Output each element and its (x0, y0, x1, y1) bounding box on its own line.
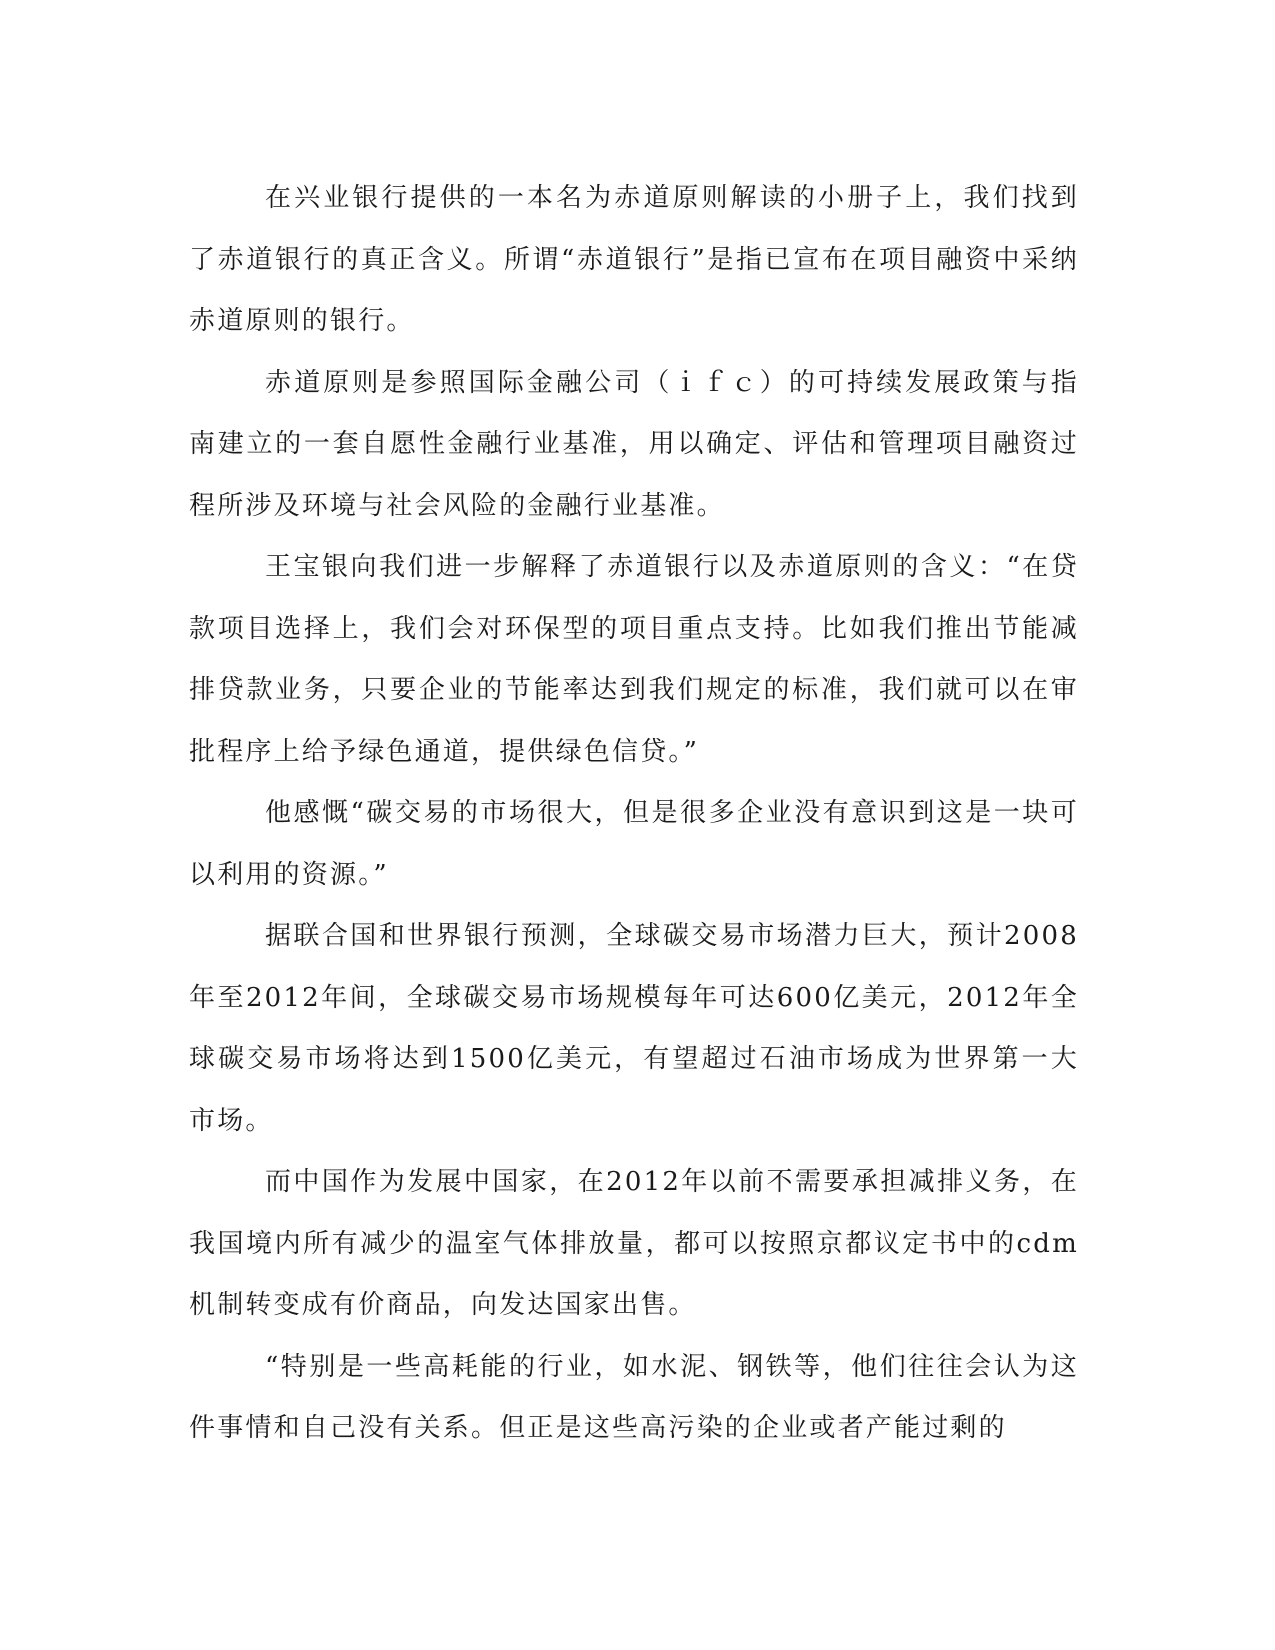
paragraph-5: 据联合国和世界银行预测，全球碳交易市场潜力巨大，预计2008年至2012年间，全球碳交易市场规模每年可达600亿美元，2012年全球碳交易市场将达到1500亿美元，有望超过石油市场成为世界第一大市场。 (189, 921, 1079, 1136)
paragraph-3: 王宝银向我们进一步解释了赤道银行以及赤道原则的含义：“在贷款项目选择上，我们会对环保型的项目重点支持。比如我们推出节能减排贷款业务，只要企业的节能率达到我们规定的标准，我们就可以在审批程序上给予绿色通道，提供绿色信贷。” (189, 552, 1079, 767)
paragraph-7: “特别是一些高耗能的行业，如水泥、钢铁等，他们往往会认为这件事情和自己没有关系。但正是这些高污染的企业或者产能过剩的 (189, 1351, 1079, 1443)
paragraph-2: 赤道原则是参照国际金融公司（ｉｆｃ）的可持续发展政策与指南建立的一套自愿性金融行业基准，用以确定、评估和管理项目融资过程所涉及环境与社会风险的金融行业基准。 (189, 367, 1079, 521)
body-text (189, 168, 1079, 1460)
paragraph-6: 而中国作为发展中国家，在2012年以前不需要承担减排义务，在我国境内所有减少的温室气体排放量，都可以按照京都议定书中的cdm机制转变成有价商品，向发达国家出售。 (189, 1167, 1079, 1320)
paragraph-4: 他感慨“碳交易的市场很大，但是很多企业没有意识到这是一块可以利用的资源。” (189, 798, 1079, 890)
paragraph-1: 在兴业银行提供的一本名为赤道原则解读的小册子上，我们找到了赤道银行的真正含义。所谓“赤道银行”是指已宣布在项目融资中采纳赤道原则的银行。 (189, 183, 1079, 336)
